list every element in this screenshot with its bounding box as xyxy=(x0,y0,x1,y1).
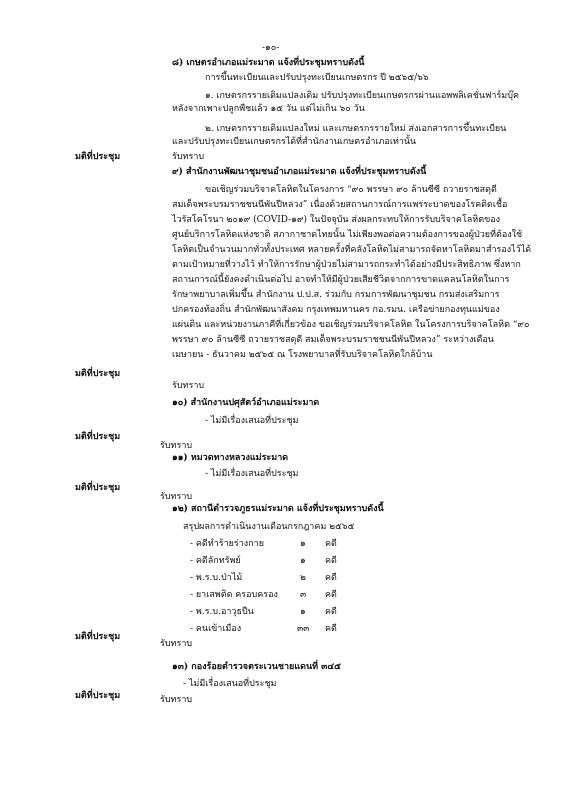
case-count: ๒ xyxy=(300,573,306,583)
item-8-resolution: รับทราบ xyxy=(172,152,205,162)
item-8-point-1-line-1: ๑. เกษตรกรรายเดิมแปลงเดิม ปรับปรุงทะเบียนเกษตรกรผ่านแอพพลิเคชั่นฟาร์มบุ๊ค xyxy=(205,91,519,101)
case-count: ๓๓ xyxy=(297,624,310,634)
case-label: - คดีทำร้ายร่างกาย xyxy=(190,539,264,549)
item-10-note: - ไม่มีเรื่องเสนอที่ประชุม xyxy=(205,416,299,426)
case-label: - พ.ร.บ.ป่าไม้ xyxy=(190,573,243,583)
case-unit: คดี xyxy=(325,624,337,634)
item-9-line: ขอเชิญร่วมบริจาคโลหิตในโครงการ “๙๐ พรรษา ๙๐ ล้านซีซี ถวายราชสดุดี xyxy=(205,185,497,195)
item-11-resolution-label: มติที่ประชุม xyxy=(75,483,121,493)
case-count: ๑ xyxy=(300,556,306,566)
case-unit: คดี xyxy=(325,573,337,583)
case-label: - ยาเสพติด ครอบครอง xyxy=(190,590,278,600)
item-9-resolution: รับทราบ xyxy=(172,381,205,391)
case-count: ๑ xyxy=(300,607,306,617)
case-unit: คดี xyxy=(325,539,337,549)
item-8-point-1-line-2: หลังจากเพาะปลูกพืชแล้ว ๑๕ วัน แต่ไม่เกิน ๖๐ วัน xyxy=(172,104,365,114)
item-9-line: รักษาพยาบาลเพิ่มขึ้น สำนักงาน ป.ป.ส. ร่วมกับ กรมการพัฒนาชุมชน กรมส่งเสริมการ xyxy=(172,290,500,300)
item-13-heading: ๑๓) กองร้อยตำรวจตระเวนชายแดนที่ ๓๔๕ xyxy=(172,662,341,672)
item-9-line: แผ่นดิน และหน่วยงานภาคีที่เกี่ยวข้อง ขอเชิญร่วมบริจาคโลหิต ในโครงการบริจาคโลหิต “๙๐ xyxy=(172,320,530,330)
item-9-line: ไวรัสโคโรนา ๒๐๑๙ (COVID-๑๙) ในปัจจุบัน ส่งผลกระทบให้การรับบริจาคโลหิตของ xyxy=(172,215,501,225)
item-9-line: เมษายน - ธันวาคม ๒๕๖๕ ณ โรงพยาบาลที่รับบริจาคโลหิตใกล้บ้าน xyxy=(172,350,433,360)
case-label: - พ.ร.บ.อาวุธปืน xyxy=(190,607,254,617)
item-13-note: - ไม่มีเรื่องเสนอที่ประชุม xyxy=(183,679,277,689)
case-unit: คดี xyxy=(325,590,337,600)
item-8-heading: ๘) เกษตรอำเภอแม่ระมาด แจ้งที่ประชุมทราบดังนี้ xyxy=(172,58,365,68)
case-unit: คดี xyxy=(325,556,337,566)
item-13-resolution-label: มติที่ประชุม xyxy=(75,691,121,701)
item-9-line: ปกครองท้องถิ่น สำนักพัฒนาสังคม กรุงเทพมหานคร กอ.รมน. เครือข่ายกองทุนแม่ของ xyxy=(172,305,500,315)
page-number: -๑๐- xyxy=(262,43,280,53)
item-9-line: สถานการณ์นี้ยังคงดำเนินต่อไป อาจทำให้มีผู้ป่วยเสียชีวิตจากการขาดแคลนโลหิตในการ xyxy=(172,275,510,285)
item-9-line: สมเด็จพระบรมราชชนนีพันปีหลวง” เนื่องด้วยสถานการณ์การแพร่ระบาดของโรคติดเชื้อ xyxy=(172,200,508,210)
item-9-resolution-label: มติที่ประชุม xyxy=(75,369,121,379)
item-9-line: พรรษา ๙๐ ล้านซีซี ถวายราชสดุดี สมเด็จพระบรมราชชนนีพันปีหลวง” ระหว่างเดือน xyxy=(172,335,494,345)
item-9-line: โลหิตเป็นจำนวนมากทั่วทั้งประเทศ หลายครั้งที่คลังโลหิตไม่สามารถจัดหาโลหิตมาสำรองไว้ได้ xyxy=(172,245,532,255)
item-10-heading: ๑๐) สำนักงานปศุสัตว์อำเภอแม่ระมาด xyxy=(172,398,320,408)
case-count: ๓ xyxy=(300,590,307,600)
item-12-resolution: รับทราบ xyxy=(160,639,193,649)
case-count: ๑ xyxy=(300,539,306,549)
item-9-heading: ๙) สำนักงานพัฒนาชุมชนอำเภอแม่ระมาด แจ้งที่ประชุมทราบดังนี้ xyxy=(172,167,427,177)
item-13-resolution: รับทราบ xyxy=(160,695,193,705)
item-8-point-2-line-1: ๒. เกษตรกรรายเดิมแปลงใหม่ และเกษตรกรรายใหม่ ส่งเอกสารการขึ้นทะเบียน xyxy=(205,124,507,134)
item-12-summary: สรุปผลการดำเนินงานเดือนกรกฎาคม ๒๕๖๕ xyxy=(183,522,355,532)
item-8-point-2-line-2: และปรับปรุงทะเบียนเกษตรกรได้ที่สำนักงานเกษตรอำเภอเท่านั้น xyxy=(172,137,417,147)
case-unit: คดี xyxy=(325,607,337,617)
item-9-line: ตามเป้าหมายที่วางไว้ ทำให้การรักษาผู้ป่วยไม่สามารถกระทำได้อย่างมีประสิทธิภาพ ซึ่งหาก xyxy=(172,260,521,270)
item-8-resolution-label: มติที่ประชุม xyxy=(75,152,121,162)
item-11-heading: ๑๑) หมวดทางหลวงแม่ระมาด xyxy=(172,453,289,463)
item-9-line: ศูนย์บริการโลหิตแห่งชาติ สภากาชาดไทยนั้น ไม่เพียงพอต่อความต้องการของผู้ป่วยที่ต้องใช้ xyxy=(172,230,523,240)
item-10-resolution: รับทราบ xyxy=(160,441,193,451)
item-11-note: - ไม่มีเรื่องเสนอที่ประชุม xyxy=(205,469,299,479)
case-label: - คดีลักทรัพย์ xyxy=(190,556,241,566)
item-12-heading: ๑๒) สถานีตำรวจภูธรแม่ระมาด แจ้งที่ประชุมทราบดังนี้ xyxy=(172,504,384,514)
case-label: - คนเข้าเมือง xyxy=(190,624,242,634)
item-12-resolution-label: มติที่ประชุม xyxy=(75,632,121,642)
item-10-resolution-label: มติที่ประชุม xyxy=(75,432,121,442)
item-8-intro: การขึ้นทะเบียนและปรับปรุงทะเบียนเกษตรกร ปี ๒๕๖๕/๖๖ xyxy=(205,73,429,83)
item-11-resolution: รับทราบ xyxy=(160,492,193,502)
